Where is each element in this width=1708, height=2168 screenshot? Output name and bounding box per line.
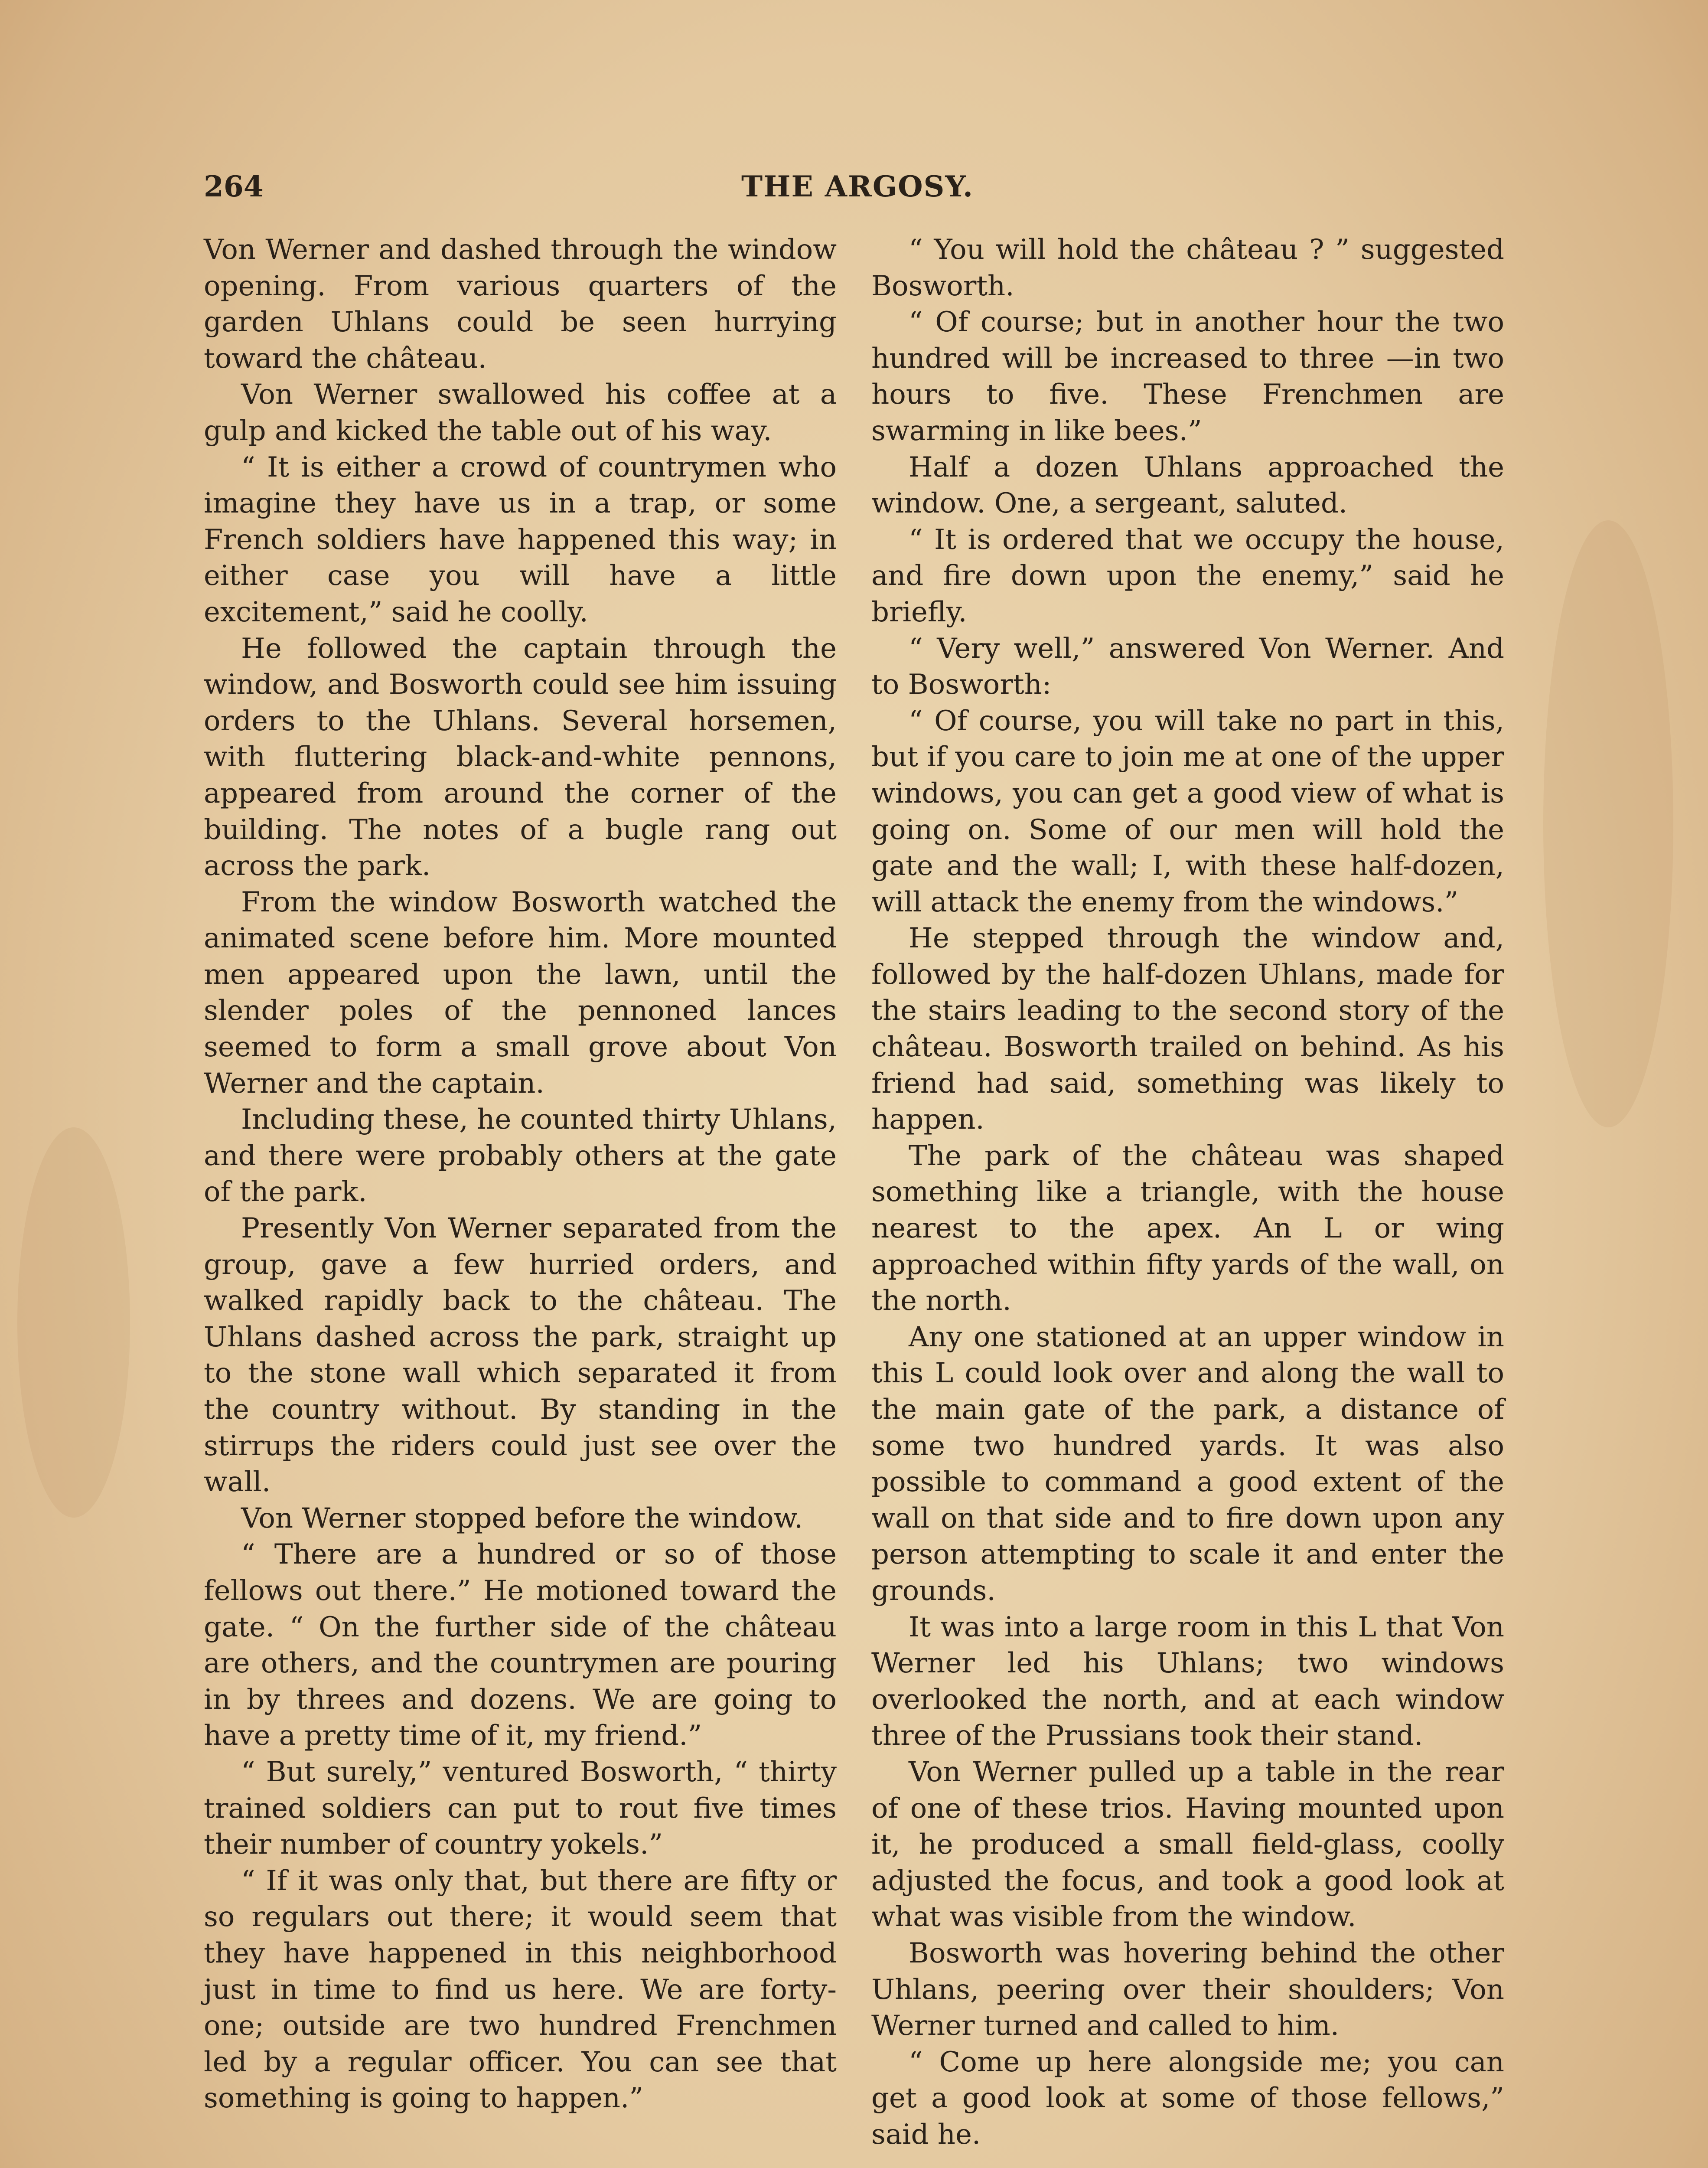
paragraph: “ Very well,” answered Von Werner. And to Bosworth: [871, 632, 1504, 701]
paragraph: Von Werner swallowed his coffee at a gulp and kicked the table out of his way. [204, 379, 837, 447]
right-column [871, 232, 1504, 2153]
paragraph: “ Of course, you will take no part in this, but if you care to join me at one of the upper windows, you can get a good view of what is going on. Some of our men will hold the gate and the wall; I, with these half-dozen, will attack the enemy from the windows.” [871, 705, 1504, 918]
running-header [204, 160, 1504, 212]
paragraph: Half a dozen Uhlans approached the window. One, a sergeant, saluted. [871, 451, 1504, 520]
paragraph: It was into a large room in this L that Von Werner led his Uhlans; two windows overlooked the north, and at each window three of the Prussians took their stand. [871, 1611, 1504, 1752]
left-column [204, 232, 837, 2117]
paper-stain [17, 1127, 130, 1518]
paragraph: “ It is ordered that we occupy the house, and fire down upon the enemy,” said he briefly. [871, 523, 1504, 628]
paragraph: He stepped through the window and, followed by the half-dozen Uhlans, made for the stairs leading to the second story of the château. Bosworth trailed on behind. As his friend had said, something was likely to happen. [871, 922, 1504, 1136]
paragraph: “ If it was only that, but there are fifty or so regulars out there; it would seem that they have happened in this neighborhood just in time to find us here. We are forty-one; outside are two hundred Frenchmen led by a regular officer. You can see that something is going to happen.” [204, 1864, 837, 2115]
paragraph: Bosworth was hovering behind the other Uhlans, peering over their shoulders; Von Werner turned and called to him. [871, 1937, 1504, 2042]
paper-stain [1543, 520, 1673, 1127]
paragraph: Von Werner pulled up a table in the rear of one of these trios. Having mounted upon it, he produced a small field-glass, coolly adjusted the focus, and took a good look at what was visible from the window. [871, 1756, 1504, 1933]
paragraph: “ There are a hundred or so of those fellows out there.” He motioned toward the gate. “ On the further side of the château are others, and the countrymen are pouring in by threes and dozens. We are going to have a pretty time of it, my friend.” [204, 1538, 837, 1752]
paragraph: Von Werner and dashed through the window opening. From various quarters of the garden Uhlans could be seen hurrying toward the château. [204, 234, 837, 375]
paragraph: Including these, he counted thirty Uhlans, and there were probably others at the gate of the park. [204, 1104, 837, 1208]
running-title: THE ARGOSY. [741, 170, 974, 203]
paragraph: “ It is either a crowd of countrymen who imagine they have us in a trap, or some French soldiers have happened this way; in either case you will have a little excitement,” said he coolly. [204, 451, 837, 628]
paragraph: “ You will hold the château ? ” suggested Bosworth. [871, 234, 1504, 302]
paragraph: He followed the captain through the window, and Bosworth could see him issuing orders to the Uhlans. Several horsemen, with fluttering black-and-white pennons, appeared from around the corner of the building. The notes of a bugle rang out across the park. [204, 632, 837, 882]
paragraph: Von Werner stopped before the window. [241, 1502, 803, 1535]
paragraph: “ But surely,” ventured Bosworth, “ thirty trained soldiers can put to rout five times their number of country yokels.” [204, 1756, 837, 1861]
paragraph: “ Come up here alongside me; you can get a good look at some of those fellows,” said he. [871, 2046, 1504, 2151]
paragraph: Any one stationed at an upper window in this L could look over and along the wall to the main gate of the park, a distance of some two hundred yards. It was also possible to command a good extent of the wall on that side and to fire down upon any person attempting to scale it and enter the grounds. [871, 1321, 1504, 1607]
paragraph: “ Of course; but in another hour the two hundred will be increased to three —in two hours to five. These Frenchmen are swarming in like bees.” [871, 306, 1504, 447]
page-number: 264 [204, 170, 264, 203]
paragraph: From the window Bosworth watched the animated scene before him. More mounted men appeared upon the lawn, until the slender poles of the pennoned lances seemed to form a small grove about Von Werner and the captain. [204, 886, 837, 1100]
paragraph: The park of the château was shaped something like a triangle, with the house nearest to the apex. An L or wing approached within fifty yards of the wall, on the north. [871, 1140, 1504, 1317]
paragraph: Presently Von Werner separated from the group, gave a few hurried orders, and walked rapidly back to the château. The Uhlans dashed across the park, straight up to the stone wall which separated it from the country without. By standing in the stirrups the riders could just see over the wall. [204, 1212, 837, 1499]
